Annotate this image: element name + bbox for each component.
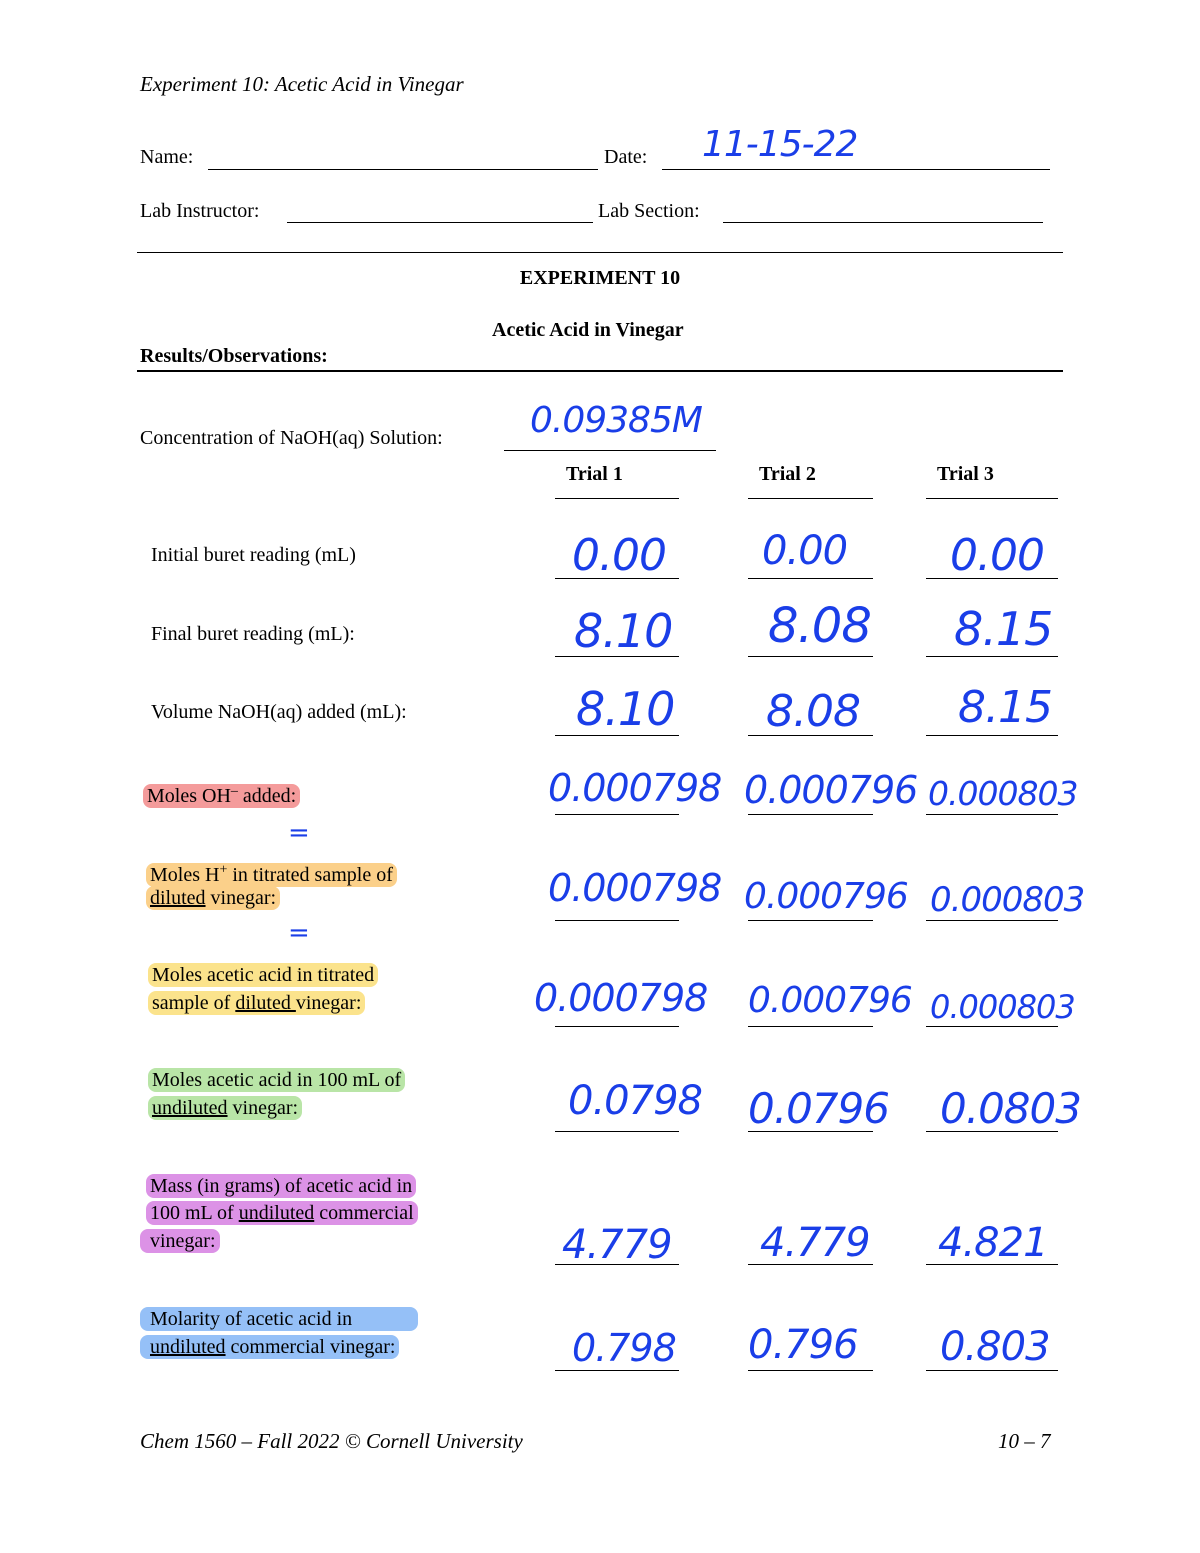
undiluted-underlined: undiluted [152,1097,228,1119]
row-moles-acid-label-2 [148,989,365,1017]
h-superscript: + [219,862,228,877]
row-moles-acid-label-1 [148,961,378,989]
row-mass-label-3 [140,1227,220,1255]
mass-line1: Mass (in grams) of acetic acid in [146,1174,416,1198]
row-moles-h-rule-2 [748,920,873,921]
row-final-trial-3: 8.15 [954,602,1053,656]
row-mass-rule-1 [555,1264,679,1265]
row-final-label: Final buret reading (mL): [151,623,355,645]
row-moles-undiluted-rule-1 [555,1131,679,1132]
row-moles-acid-trial-1: 0.000798 [534,976,708,1020]
diluted-underlined: diluted [150,887,206,909]
oh-superscript: – [230,783,238,798]
instructor-field[interactable] [287,222,593,223]
row-mass-trial-1: 4.779 [562,1222,672,1268]
name-label: Name: [140,146,194,168]
row-moles-undiluted-rule-2 [748,1131,873,1132]
row-initial-label: Initial buret reading (mL) [151,544,356,566]
row-initial-rule-1 [555,578,679,579]
row-final-rule-3 [926,656,1058,657]
row-final-trial-2: 8.08 [768,598,871,654]
row-mass-rule-2 [748,1264,873,1265]
molarity-highlight-2 [140,1335,399,1359]
date-handwritten: 11-15-22 [702,124,858,165]
row-moles-acid-rule-1 [555,1026,679,1027]
undiluted-underlined-2: undiluted [238,1202,315,1224]
equals-mark-1: = [288,818,310,848]
row-final-rule-1 [555,656,679,657]
date-field[interactable] [662,169,1050,170]
row-volume-trial-1: 8.10 [576,682,675,736]
moles-h-rest: in titrated sample of [227,863,393,886]
equals-mark-2: = [288,918,310,948]
row-molarity-label-1 [140,1305,418,1333]
row-moles-oh-label [143,777,300,810]
row-moles-acid-rule-3 [926,1026,1058,1027]
instructor-label: Lab Instructor: [140,200,260,222]
row-mass-trial-3: 4.821 [938,1220,1048,1266]
mass-100ml: 100 mL of [150,1202,239,1224]
row-mass-label-2 [146,1199,418,1227]
row-moles-h-trial-2: 0.000796 [744,876,908,917]
row-moles-h-trial-3: 0.000803 [930,880,1085,920]
row-moles-oh-trial-3: 0.000803 [928,774,1078,813]
molarity-line1: Molarity of acetic acid in [140,1307,418,1331]
row-volume-rule-1 [555,735,679,736]
moles-acid-highlight-2 [148,991,365,1015]
row-moles-undiluted-trial-3: 0.0803 [940,1084,1081,1133]
row-final-trial-1: 8.10 [574,604,673,658]
row-moles-h-trial-1: 0.000798 [548,866,722,910]
section-heading: Results/Observations: [140,345,328,367]
row-volume-trial-3: 8.15 [958,682,1052,733]
row-molarity-label-2 [140,1333,399,1361]
row-moles-undiluted-label-1 [148,1066,405,1094]
row-moles-h-rule-3 [926,920,1058,921]
trial-3-header: Trial 3 [937,463,994,485]
row-moles-undiluted-rule-3 [926,1131,1058,1132]
naoh-value: 0.09385M [530,400,702,441]
moles-oh-highlight [143,784,300,808]
moles-undiluted-vinegar: vinegar: [227,1097,299,1119]
row-moles-h-label-2 [146,884,280,912]
mass-commercial: commercial [314,1202,414,1224]
row-moles-acid-rule-2 [748,1026,873,1027]
row-moles-undiluted-trial-1: 0.0798 [568,1078,702,1124]
row-initial-rule-3 [926,578,1058,579]
moles-acid-line1: Moles acetic acid in titrated [148,963,378,987]
row-volume-trial-2: 8.08 [766,686,860,737]
naoh-label: Concentration of NaOH(aq) Solution: [140,427,443,449]
section-rule [137,370,1063,372]
row-molarity-rule-1 [555,1370,679,1371]
mass-vinegar: vinegar: [140,1229,220,1253]
trial-2-header: Trial 2 [759,463,816,485]
row-moles-oh-rule-3 [926,814,1058,815]
trial-1-rule [555,498,679,499]
date-label: Date: [604,146,648,168]
mass-highlight-2 [146,1201,418,1225]
row-molarity-trial-2: 0.796 [748,1322,858,1368]
trial-2-rule [748,498,873,499]
experiment-title: EXPERIMENT 10 [519,267,681,289]
row-molarity-trial-1: 0.798 [572,1326,676,1370]
row-molarity-rule-2 [748,1370,873,1371]
row-volume-rule-3 [926,735,1058,736]
row-molarity-rule-3 [926,1370,1058,1371]
row-initial-trial-3: 0.00 [950,530,1044,581]
naoh-field[interactable] [504,450,716,451]
name-field[interactable] [208,169,598,170]
row-molarity-trial-3: 0.803 [940,1324,1050,1370]
moles-oh-text: Moles OH [147,784,231,807]
row-moles-oh-trial-2: 0.000796 [744,768,918,812]
row-initial-trial-2: 0.00 [762,528,848,574]
moles-oh-added: added: [237,784,297,807]
row-initial-rule-2 [748,578,873,579]
row-moles-oh-rule-1 [555,814,679,815]
moles-h-vinegar: vinegar: [205,887,277,909]
footer-course: Chem 1560 – Fall 2022 © Cornell University [140,1429,523,1453]
undiluted-underlined-3: undiluted [150,1336,226,1358]
moles-acid-sample: sample of [152,992,236,1014]
row-moles-h-rule-1 [555,920,679,921]
row-volume-label: Volume NaOH(aq) added (mL): [151,701,407,723]
moles-undiluted-highlight-2 [148,1096,302,1120]
experiment-subtitle: Acetic Acid in Vinegar [492,319,684,341]
row-volume-rule-2 [748,735,873,736]
row-final-rule-2 [748,656,873,657]
molarity-commercial: commercial vinegar: [225,1336,396,1358]
moles-h-text: Moles H [150,863,220,886]
row-initial-trial-1: 0.00 [572,530,666,581]
row-mass-rule-3 [926,1264,1058,1265]
trial-3-rule [926,498,1058,499]
diluted-underlined-2: diluted [235,992,296,1014]
row-moles-acid-trial-2: 0.000796 [748,980,912,1021]
row-moles-oh-trial-1: 0.000798 [548,766,722,810]
row-mass-trial-2: 4.779 [760,1220,870,1266]
row-moles-oh-rule-2 [748,814,873,815]
moles-h-highlight-2 [146,886,280,910]
header-divider [137,252,1063,253]
footer-page-number: 10 – 7 [998,1429,1051,1453]
moles-undiluted-line1: Moles acetic acid in 100 mL of [148,1068,405,1092]
row-moles-undiluted-label-2 [148,1094,302,1122]
trial-1-header: Trial 1 [566,463,623,485]
moles-acid-vinegar: vinegar: [295,992,362,1014]
section-field[interactable] [723,222,1043,223]
running-title: Experiment 10: Acetic Acid in Vinegar [140,72,464,96]
row-mass-label-1 [146,1172,416,1200]
row-moles-acid-trial-3: 0.000803 [930,988,1075,1026]
row-moles-undiluted-trial-2: 0.0796 [748,1084,889,1133]
section-label: Lab Section: [598,200,700,222]
